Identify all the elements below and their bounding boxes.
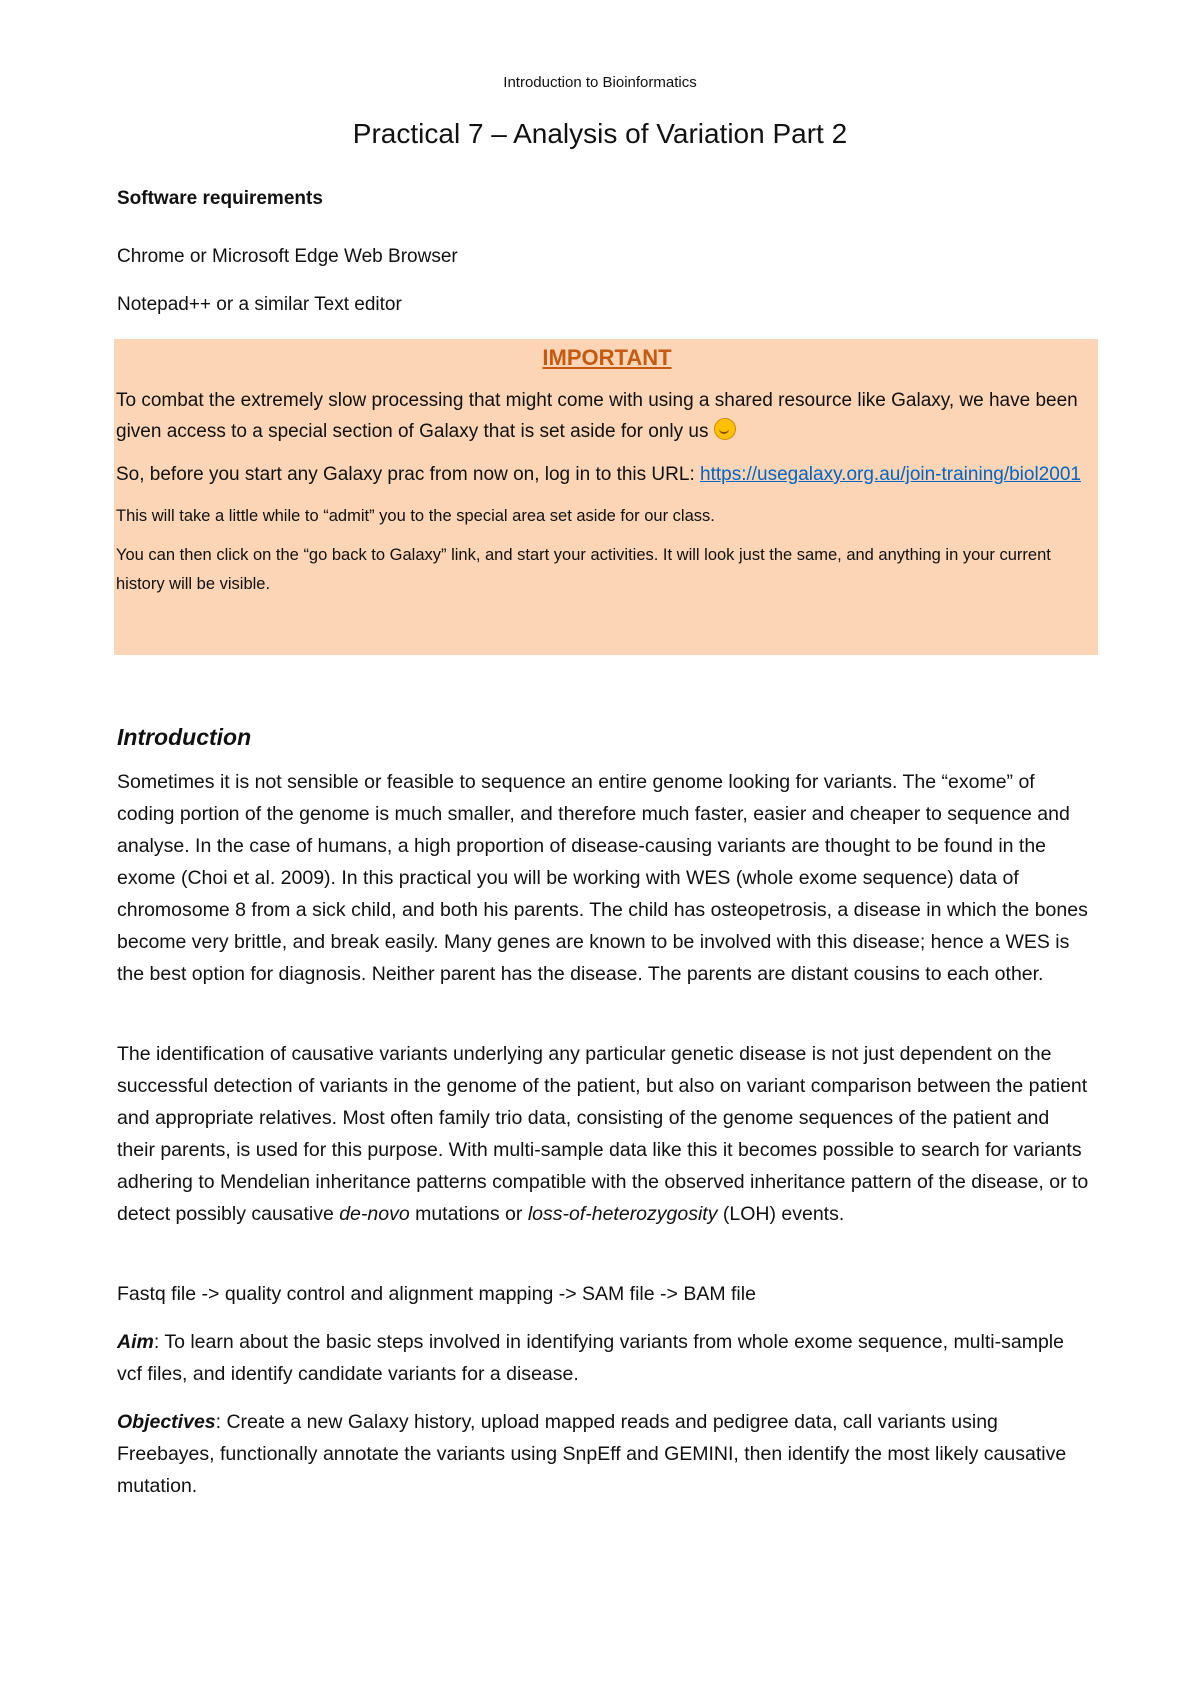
term-de-novo: de-novo (339, 1203, 410, 1225)
pipeline-text: Fastq file -> quality control and alignment mapping -> SAM file -> BAM file (117, 1283, 756, 1305)
objectives-text: : Create a new Galaxy history, upload mapped reads and pedigree data, call variants using Freebayes, functionally annotate the variants using SnpEff and GEMINI, then identify the most likely causative mutation. (117, 1411, 1067, 1497)
introduction-paragraph-1 (117, 766, 1092, 990)
pipeline-line (117, 1278, 1092, 1310)
software-requirements-heading: Software requirements (117, 188, 323, 209)
important-title: IMPORTANT (542, 345, 672, 370)
software-item-browser: Chrome or Microsoft Edge Web Browser (117, 246, 458, 267)
intro-paragraph-2-part-a: The identification of causative variants underlying any particular genetic disease is not just dependent on the successful detection of variants in the genome of the patient, but also on variant comparison between the patient and appropriate relatives. Most often family trio data, consisting of the genome sequences of the patient and their parents, is used for this purpose. With multi-sample data like this it becomes possible to search for variants adhering to Mendelian inheritance patterns compatible with the observed inheritance pattern of the disease, or to detect possibly causative (117, 1043, 1089, 1225)
aim-text: : To learn about the basic steps involved in identifying variants from whole exome sequence, multi-sample vcf files, and identify candidate variants for a disease. (117, 1331, 1064, 1385)
important-paragraph-4: You can then click on the “go back to Galaxy” link, and start your activities. It will look just the same, and anything in your current history will be visible. (116, 546, 1051, 593)
important-paragraph-1-text: To combat the extremely slow processing that might come with using a shared resource like Galaxy, we have been given access to a special section of Galaxy that is set aside for only us (116, 390, 1078, 442)
page-title: Practical 7 – Analysis of Variation Part 2 (352, 118, 848, 149)
smiley-icon (714, 418, 736, 440)
important-paragraph-2 (116, 459, 1098, 490)
intro-paragraph-1-text: Sometimes it is not sensible or feasible to sequence an entire genome looking for variants. The “exome” of coding portion of the genome is much smaller, and therefore much faster, easier and cheaper to sequence and analyse. In the case of humans, a high proportion of disease-causing variants are thought to be found in the exome (Choi et al. 2009). In this practical you will be working with WES (whole exome sequence) data of chromosome 8 from a sick child, and both his parents. The child has osteopetrosis, a disease in which the bones become very brittle, and break easily. Many genes are known to be involved with this disease; hence a WES is the best option for diagnosis. Neither parent has the disease. The parents are distant cousins to each other. (117, 771, 1088, 985)
login-instruction-text: So, before you start any Galaxy prac from now on, log in to this URL: (116, 464, 700, 485)
running-header: Introduction to Bioinformatics (503, 74, 697, 91)
intro-paragraph-2-part-c: (LOH) events. (717, 1203, 845, 1225)
important-paragraph-3: This will take a little while to “admit” you to the special area set aside for our class. (116, 507, 715, 525)
aim-paragraph (117, 1326, 1092, 1390)
objectives-label: Objectives (117, 1411, 216, 1433)
software-item-editor: Notepad++ or a similar Text editor (117, 294, 402, 315)
introduction-heading: Introduction (117, 724, 252, 750)
term-loss-of-heterozygosity: loss-of-heterozygosity (527, 1203, 718, 1225)
important-callout (114, 339, 1098, 655)
intro-paragraph-2-text (117, 1038, 1092, 1230)
intro-paragraph-2-part-b: mutations or (409, 1203, 528, 1225)
introduction-paragraph-2 (117, 1038, 1092, 1230)
galaxy-training-link[interactable]: https://usegalaxy.org.au/join-training/biol2001 (700, 464, 1081, 485)
aim-label: Aim (117, 1331, 154, 1353)
important-paragraph-1 (116, 385, 1098, 447)
objectives-paragraph (117, 1406, 1092, 1502)
